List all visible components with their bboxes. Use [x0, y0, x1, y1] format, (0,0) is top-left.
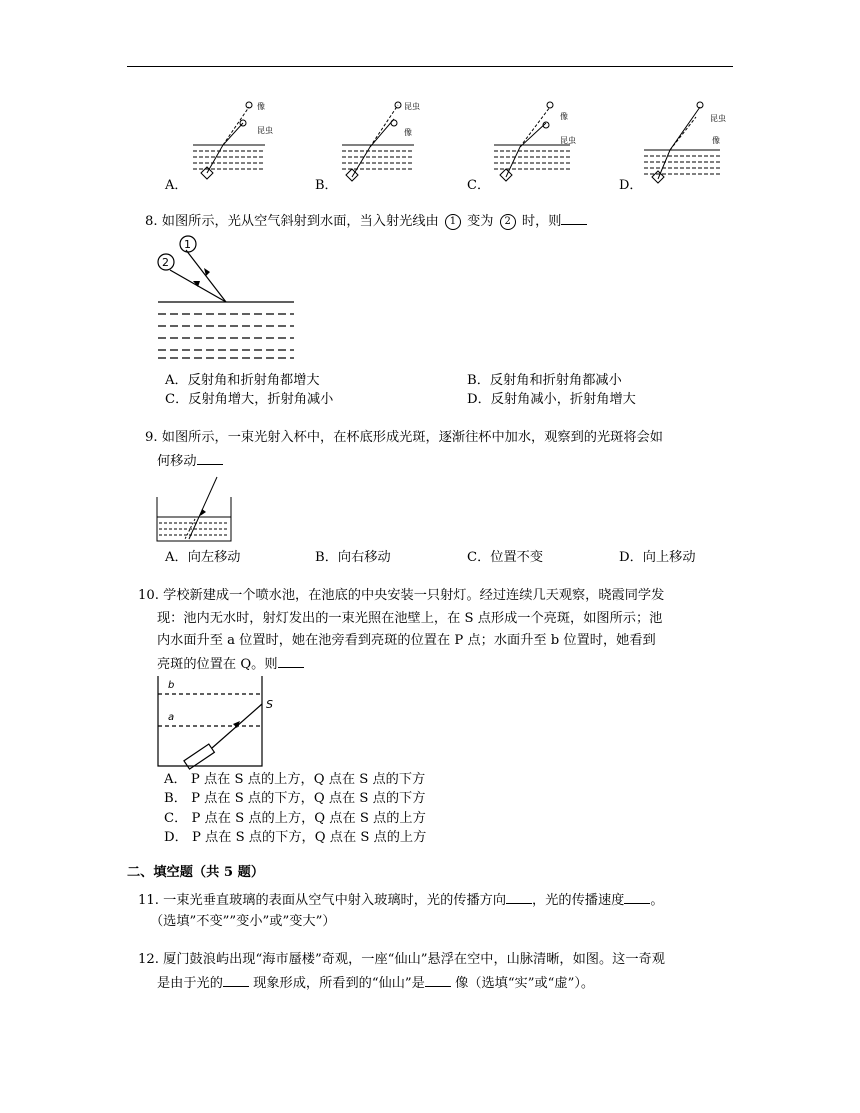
fig-label-a: a — [168, 712, 175, 723]
answer-blank[interactable] — [197, 452, 223, 465]
fig-circle-1-label: 1 — [184, 238, 191, 251]
q7c-label-image: 像 — [560, 112, 568, 121]
q10-option-b[interactable]: B． P 点在 S 点的下方，Q 点在 S 点的下方 — [164, 791, 426, 806]
q12-stem-line1: 12. 厦门鼓浪屿出现“海市蜃楼”奇观，一座“仙山”悬浮在空中，山脉清晰，如图。这一奇观 — [138, 952, 665, 967]
circle-2: 2 — [500, 214, 516, 230]
q10-stem-line3: 内水面升至 a 位置时，她在池旁看到亮斑的位置在 P 点；水面升至 b 位置时，她看到 — [157, 633, 656, 648]
q8-option-a[interactable]: A．反射角和折射角都增大 — [165, 373, 320, 388]
q7-option-c[interactable]: C． — [467, 178, 490, 193]
q8-option-d[interactable]: D．反射角减小，折射角增大 — [467, 392, 636, 407]
q9-stem-line2: 何移动 — [157, 452, 223, 471]
fig-label-s: S — [266, 698, 273, 711]
q11-stem-line2: （选填”不变””变小”或”变大”） — [150, 914, 336, 929]
q10-stem-line2: 现：池内无水时，射灯发出的一束光照在池壁上，在 S 点形成一个亮斑，如图所示；池 — [157, 611, 663, 626]
q9-option-a[interactable]: A．向左移动 — [165, 550, 241, 565]
q7c-label-insect: 昆虫 — [560, 136, 576, 145]
q9-figure — [155, 475, 235, 545]
q7-figure-c — [490, 95, 585, 187]
q10-option-d[interactable]: D． P 点在 S 点的下方，Q 点在 S 点的上方 — [164, 830, 427, 845]
fig-label-b: b — [168, 680, 175, 691]
q8-option-c[interactable]: C．反射角增大，折射角减小 — [165, 392, 334, 407]
q7d-label-insect: 昆虫 — [710, 114, 726, 123]
answer-blank-2[interactable] — [624, 891, 650, 904]
header-rule — [127, 66, 733, 67]
q10-option-a[interactable]: A． P 点在 S 点的上方，Q 点在 S 点的下方 — [164, 772, 426, 787]
q7-figure-b — [338, 95, 428, 187]
q7-option-b[interactable]: B． — [315, 178, 338, 193]
q10-stem-line1: 10. 学校新建成一个喷水池，在池底的中央安装一只射灯。经过连续几天观察，晓霞同学发 — [138, 588, 665, 603]
q10-option-c[interactable]: C． P 点在 S 点的上方，Q 点在 S 点的上方 — [164, 811, 426, 826]
answer-blank[interactable] — [278, 655, 304, 668]
section-2-title: 二、填空题（共 5 题） — [127, 865, 265, 880]
q7d-label-image: 像 — [712, 136, 720, 145]
q7b-label-insect: 昆虫 — [404, 102, 420, 111]
answer-blank-1[interactable] — [506, 891, 532, 904]
q7-figure-a — [185, 95, 275, 187]
q7-option-d[interactable]: D． — [619, 178, 643, 193]
q8-stem: 8. 如图所示，光从空气斜射到水面，当入射光线由 1 变为 2 时，则 — [145, 212, 587, 231]
q8-figure — [150, 232, 300, 362]
answer-blank-1[interactable] — [223, 974, 249, 987]
answer-blank-2[interactable] — [425, 974, 451, 987]
q12-stem-line2: 是由于光的 现象形成，所看到的“仙山”是 像（选填“实”或“虚”）。 — [157, 976, 595, 991]
fig-circle-2-label: 2 — [162, 256, 169, 269]
q11-stem-line1: 11. 一束光垂直玻璃的表面从空气中射入玻璃时，光的传播方向 ，光的传播速度 。 — [138, 893, 664, 908]
q9-stem-line1: 9. 如图所示，一束光射入杯中，在杯底形成光斑，逐渐往杯中加水，观察到的光斑将会如 — [145, 430, 663, 445]
answer-blank[interactable] — [561, 212, 587, 225]
q7a-label-image: 像 — [257, 102, 265, 111]
q9-option-b[interactable]: B．向右移动 — [315, 550, 391, 565]
q10-figure — [152, 674, 282, 770]
q8-option-b[interactable]: B．反射角和折射角都减小 — [467, 373, 622, 388]
q7a-label-insect: 昆虫 — [257, 126, 273, 135]
q10-stem-line4: 亮斑的位置在 Q。则 — [157, 655, 304, 674]
q7-option-a[interactable]: A． — [165, 178, 188, 193]
q7-figure-d — [640, 95, 735, 187]
circle-1: 1 — [445, 214, 461, 230]
q7b-label-image: 像 — [404, 128, 412, 137]
q9-option-d[interactable]: D．向上移动 — [619, 550, 696, 565]
q9-option-c[interactable]: C．位置不变 — [467, 550, 544, 565]
